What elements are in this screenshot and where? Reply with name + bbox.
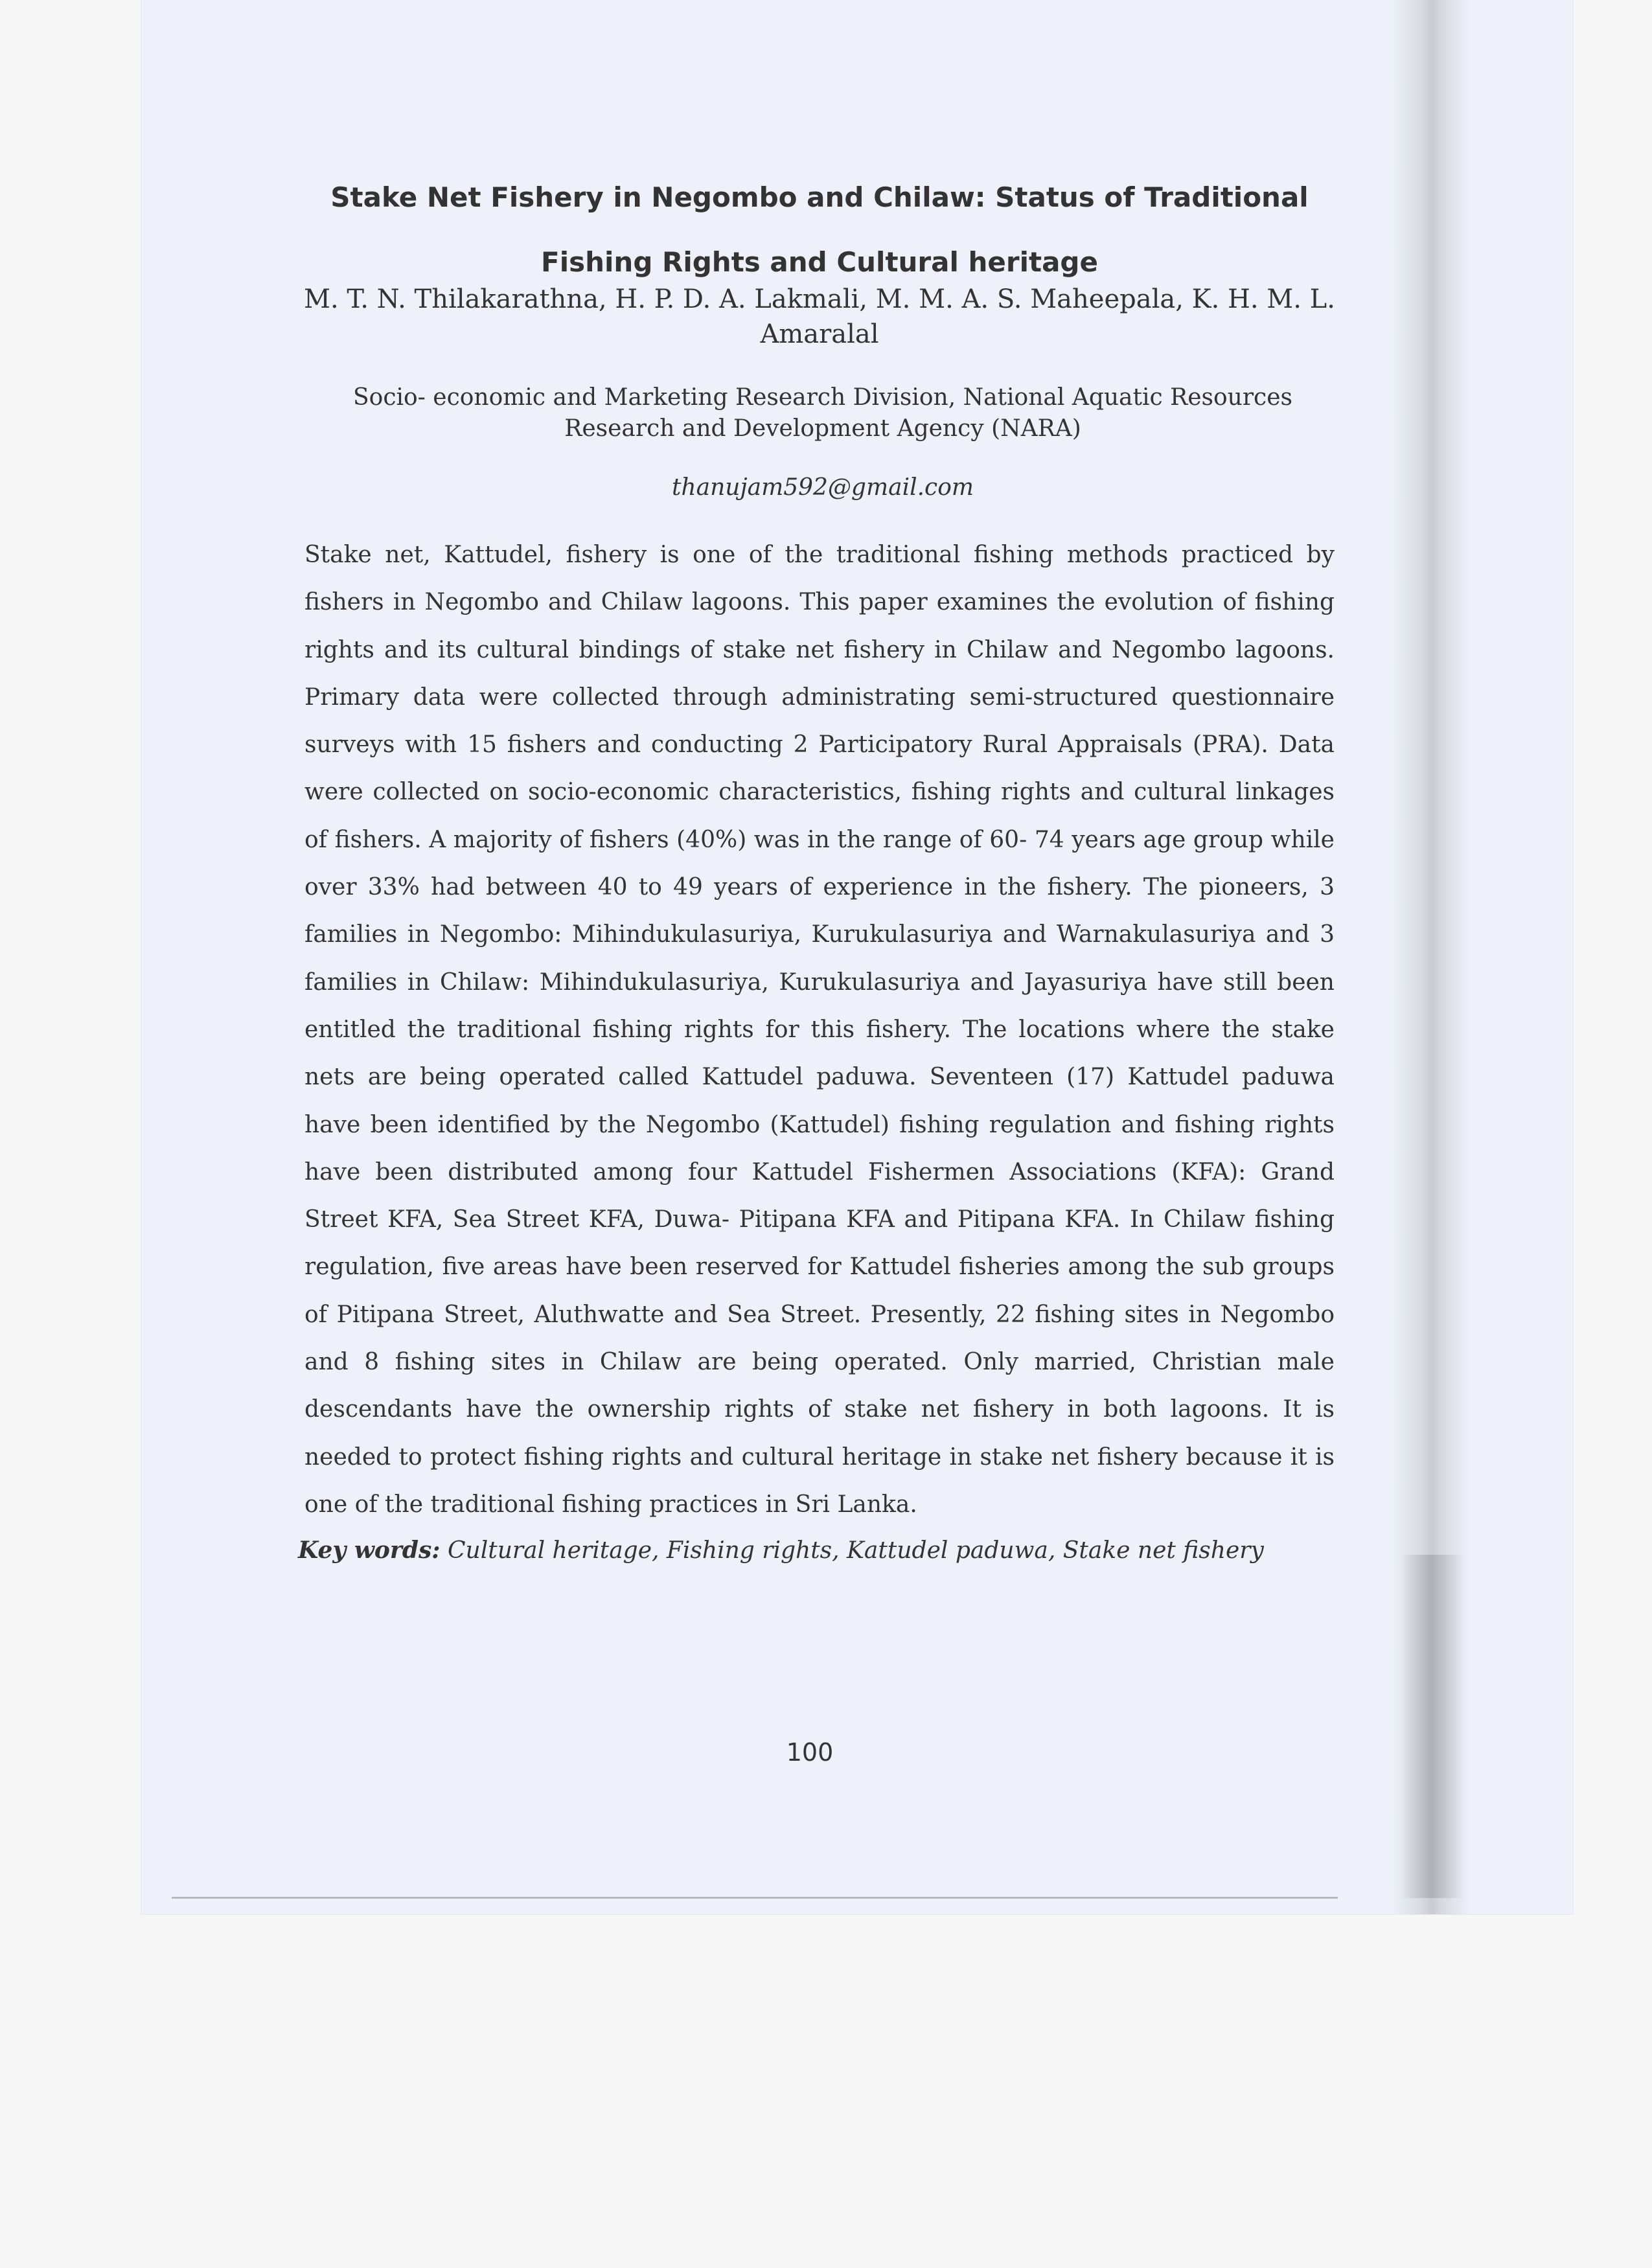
paper-authors: M. T. N. Thilakarathna, H. P. D. A. Lakmali, M. M. A. S. Maheepala, K. H. M. L. Amaralal	[304, 284, 1335, 349]
author-email: thanujam592@gmail.com	[671, 474, 974, 501]
page-bottom-edge	[172, 1897, 1338, 1899]
scan-spine-dark-shadow	[1399, 1555, 1464, 1898]
keywords	[298, 1534, 1348, 1567]
paper-title: Stake Net Fishery in Negombo and Chilaw: Status of Traditional Fishing Rights and Cultural heritage	[330, 181, 1309, 278]
keywords-label: Key words:	[298, 1537, 441, 1564]
page-number: 100	[786, 1738, 834, 1767]
paper-affiliation: Socio- economic and Marketing Research Division, National Aquatic Resources Research and Development Agency (NARA)	[352, 384, 1292, 442]
abstract-body: Stake net, Kattudel, fishery is one of the traditional fishing methods practiced by fishers in Negombo and Chilaw lagoons. This paper examines the evolution of fishing rights and its cultural bindings of stake net fishery in Chilaw and Negombo lagoons. Primary data were collected through administrating semi-structured questionnaire surveys with 15 fishers and conducting 2 Participatory Rural Appraisals (PRA). Data were collected on socio-economic characteristics, fishing rights and cultural linkages of fishers. A majority of fishers (40%) was in the range of 60- 74 years age group while over 33% had between 40 to 49 years of experience in the fishery. The pioneers, 3 families in Negombo: Mihindukulasuriya, Kurukulasuriya and Warnakulasuriya and 3 families in Chilaw: Mihindukulasuriya, Kurukulasuriya and Jayasuriya have still been entitled the traditional fishing rights for this fishery. The locations where the stake nets are being operated called Kattudel paduwa. Seventeen (17) Kattudel paduwa have been identified by the Negombo (Kattudel) fishing regulation and fishing rights have been distributed among four Kattudel Fishermen Associations (KFA): Grand Street KFA, Sea Street KFA, Duwa- Pitipana KFA and Pitipana KFA. In Chilaw fishing regulation, five areas have been reserved for Kattudel fisheries among the sub groups of Pitipana Street, Aluthwatte and Sea Street. Presently, 22 fishing sites in Negombo and 8 fishing sites in Chilaw are being operated. Only married, Christian male descendants have the ownership rights of stake net fishery in both lagoons. It is needed to protect fishing rights and cultural heritage in stake net fishery because it is one of the traditional fishing practices in Sri Lanka.	[304, 542, 1335, 1518]
keywords-list: Cultural heritage, Fishing rights, Kattudel paduwa, Stake net fishery	[448, 1537, 1264, 1564]
